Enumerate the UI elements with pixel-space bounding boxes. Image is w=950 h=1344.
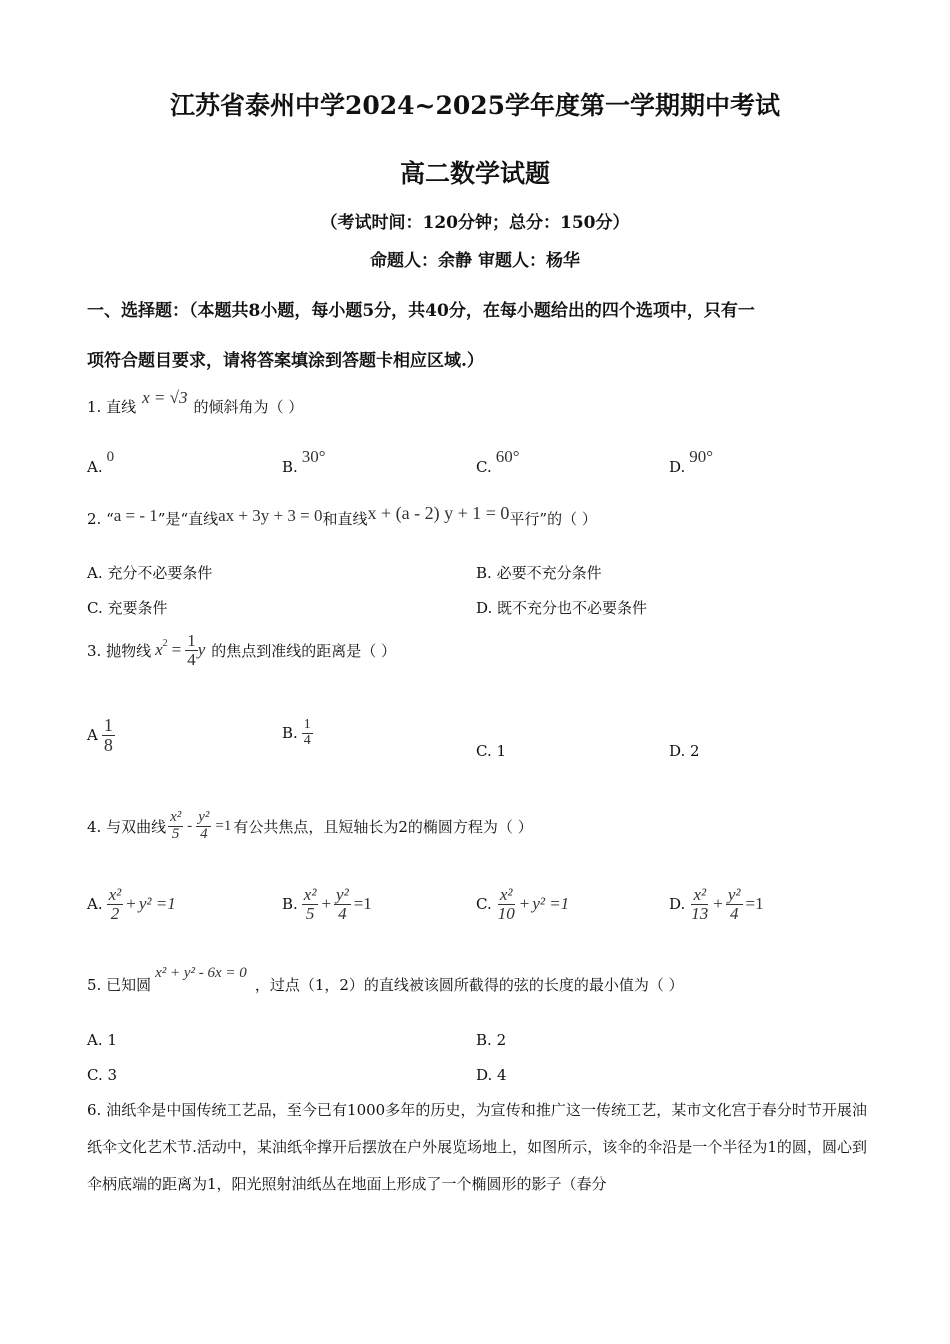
q5-math: x² + y² - 6x = 0 [155,965,247,981]
q1-suffix: 的倾斜角为（ ） [193,398,304,416]
q5-option-c: C. 3 [87,1066,118,1084]
q3-option-b: B. $\frac{1}{4}$ [282,717,311,748]
q4-math: $\frac{\text{x²}}{5}$ - $\frac{\text{y²}}{4}$ =1 [170,809,232,842]
q1-option-c: C. 60° [476,447,520,476]
q2-condition: a = - 1 [113,505,158,525]
q5-option-d: D. 4 [476,1066,507,1084]
question-3: 3. 抛物线 x 2 = $\frac{1}{4}$ y 的焦点到准线的距离是（ ） [87,631,397,669]
question-6: 6. 油纸伞是中国传统工艺品，至今已有1000多年的历史，为宣传和推广这一传统工艺，某市文化宫于春分时节开展油纸伞文化艺术节.活动中，某油纸伞撑开后摆放在户外展览场地上，如图所示，该伞的伞沿是一个半径为1的圆，圆心到伞柄底端的距离为1，阳光照射油纸丛在地面上形成了一个椭圆形的影子（春分 [87,1101,867,1193]
q2-option-a: A. 充分不必要条件 [87,564,213,582]
q2-line1: ax + 3y + 3 = 0 [218,505,323,525]
q2-option-c: C. 充要条件 [87,599,168,617]
q3-option-a: A $\frac{1}{8}$ [87,715,113,755]
exam-subtitle: 高二数学试题 [399,159,550,188]
section-heading-line1: 一、选择题：（本题共8小题，每小题5分，共40分，在每小题给出的四个选项中，只有一 [87,301,755,321]
q4-option-c: C. $\frac{\text{x²}}{10}$ + y² =1 [476,885,570,923]
q2-line2: x + (a - 2) y + 1 = 0 [367,503,510,523]
q2-option-d: D. 既不充分也不必要条件 [476,599,648,617]
q5-option-a: A. 1 [87,1031,117,1049]
q4-option-d: D. $\frac{\text{x²}}{13}$ + $\frac{\text{y²}}{4}$ =1 [669,885,764,923]
q5-option-b: B. 2 [476,1031,507,1049]
q1-number: 1. 直线 [87,398,137,416]
q3-option-d: D. 2 [669,742,700,760]
exam-info: （考试时间：120分钟；总分：150分） [320,213,630,233]
section-heading-line2: 项符合题目要求，请将答案填涂到答题卡相应区域.） [87,351,484,371]
q2-option-b: B. 必要不充分条件 [476,564,602,582]
q4-option-b: B. $\frac{\text{x²}}{5}$ + $\frac{\text{y²}}{4}$ =1 [282,885,372,923]
q3-option-c: C. 1 [476,742,507,760]
question-2: 2. “ a = - 1 ”是“直线 ax + 3y + 3 = 0 和直线 x + (a - 2) y + 1 = 0 平行”的（ ） [87,503,597,528]
question-5: 5. 已知圆 x² + y² - 6x = 0 ，过点（1，2）的直线被该圆所截得的弦的长度的最小值为（ ） [87,965,684,994]
q1-option-d: D. 90° [669,447,714,476]
q3-math: x 2 = $\frac{1}{4}$ y [155,631,206,669]
exam-title: 江苏省泰州中学2024~2025学年度第一学期期中考试 [169,91,781,120]
exam-authors: 命题人：余静 审题人：杨华 [370,251,580,271]
q1-option-b: B. 30° [282,447,326,476]
question-4: 4. 与双曲线 $\frac{\text{x²}}{5}$ - $\frac{\text{y²}}{4}$ =1 有公共焦点，且短轴长为2的椭圆方程为（ ） [87,809,533,842]
q1-math: x = √3 [142,387,188,407]
q1-option-a: A. 0 [87,448,115,476]
question-1 [87,387,304,417]
q4-option-a: A. $\frac{\text{x²}}{2}$ + y² =1 [87,885,176,923]
